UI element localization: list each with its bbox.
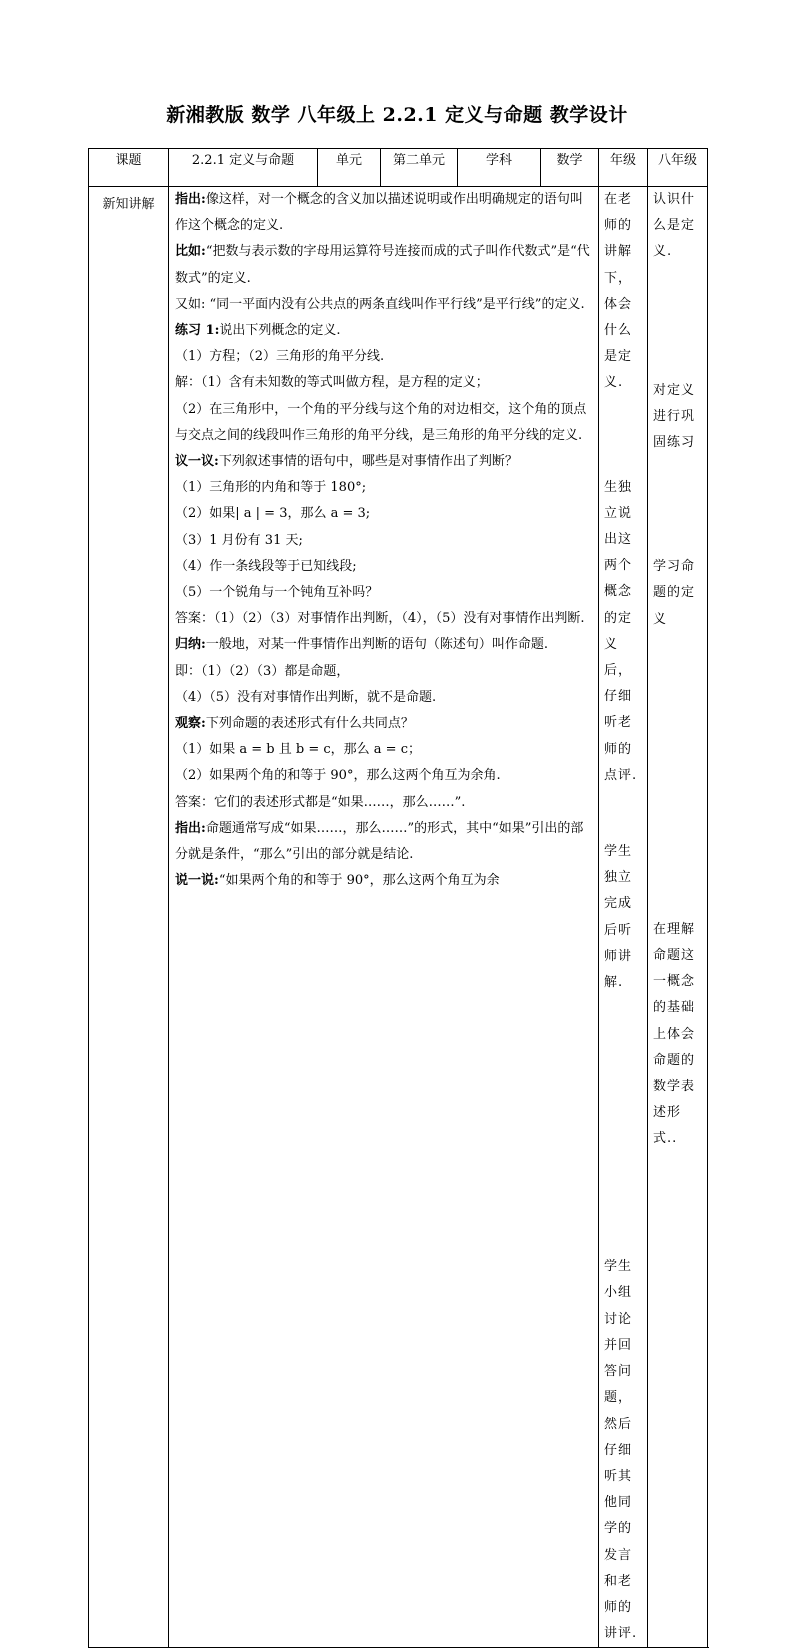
document-title: 新湘教版 数学 八年级上 2.2.1 定义与命题 教学设计 (166, 104, 628, 126)
design-intent-2: 对定义进行巩固练习 (653, 382, 696, 451)
content-line: （2）如果两个角的和等于 90°，那么这两个角互为余角. (175, 768, 501, 784)
content-line: （2）在三角形中，一个角的平分线与这个角的对边相交，这个角的顶点与交点之间的线段叫作三角形的角平分线，是三角形的角平分线的定义. (175, 401, 587, 443)
design-intent-4: 在理解命题这一概念的基础上体会命题的数学表述形式.. (653, 921, 696, 1147)
content-line: 又如: “同一平面内没有公共点的两条直线叫作平行线”是平行线”的定义. (175, 296, 585, 312)
content-line: 议一议:下列叙述事情的语句中，哪些是对事情作出了判断？ (175, 454, 518, 470)
content-line: 归纳:一般地，对某一件事情作出判断的语句（陈述句）叫作命题. (175, 637, 548, 653)
design-intent-cell (648, 187, 708, 1648)
header-cell-topic: 2.2.1 定义与命题 (169, 149, 318, 187)
header-cell-subject-label: 学科 (458, 149, 541, 187)
content-line: （2）如果| a | = 3，那么 a = 3; (175, 506, 371, 522)
content-line: （4）作一条线段等于已知线段; (175, 558, 357, 574)
content-line: 指出:像这样，对一个概念的含义加以描述说明或作出明确规定的语句叫作这个概念的定义. (175, 192, 583, 234)
student-activity-cell (599, 187, 648, 1648)
content-line: （5）一个锐角与一个钝角互补吗？ (175, 585, 379, 601)
student-activity-2: 生独立说出这两个概念的定义后，仔细听老师的点评. (604, 479, 638, 783)
student-activity-3: 学生独立完成后听师讲解. (604, 844, 633, 991)
content-line: （1）方程；（2）三角形的角平分线. (175, 349, 385, 365)
design-intent-3: 学习命题的定义 (653, 559, 696, 627)
header-cell-subject: 数学 (541, 149, 599, 187)
content-line: 指出:命题通常写成“如果……，那么……”的形式，其中“如果”引出的部分就是条件，“那么”引出的部分就是结论. (175, 820, 584, 863)
content-line: 说一说:“如果两个角的和等于 90°，那么这两个角互为余 (175, 873, 500, 889)
header-cell-unit: 第二单元 (381, 149, 458, 187)
teaching-content-cell (169, 187, 599, 1648)
header-cell-grade-label: 年级 (599, 149, 648, 187)
content-line: 观察:下列命题的表述形式有什么共同点？ (175, 716, 414, 732)
section-label: 新知讲解 (89, 187, 169, 1648)
content-line: （1）如果 a = b 且 b = c，那么 a = c； (175, 742, 421, 758)
content-line: 练习 1:说出下列概念的定义. (175, 323, 341, 339)
student-activity-1: 在老师的讲解下，体会什么是定义. (604, 192, 633, 391)
body-row (89, 187, 708, 1648)
content-line: （4）（5）没有对事情作出判断，就不是命题. (175, 689, 437, 705)
content-line: 比如:“把数与表示数的字母用运算符号连接而成的式子叫作代数式”是“代数式”的定义. (175, 244, 590, 286)
header-cell-grade: 八年级 (648, 149, 708, 187)
design-intent-1: 认识什么是定义. (653, 192, 696, 260)
lesson-table (88, 148, 708, 1648)
header-cell-unit-label: 单元 (318, 149, 381, 187)
content-line: （3）1 月份有 31 天; (175, 532, 303, 548)
content-line: 解：（1）含有未知数的等式叫做方程，是方程的定义； (175, 375, 489, 391)
content-line: 答案：它们的表述形式都是“如果……，那么……”. (175, 794, 466, 810)
student-activity-4: 学生小组讨论并回答问题，然后仔细听其他同学的发言和老师的讲评. (604, 1259, 638, 1642)
content-line: 即：（1）（2）（3）都是命题， (175, 663, 350, 679)
content-line: （1）三角形的内角和等于 180°; (175, 480, 367, 496)
header-cell-topic-label: 课题 (89, 149, 169, 187)
content-line: 答案：（1）（2）（3）对事情作出判断，（4），（5）没有对事情作出判断. (175, 611, 585, 627)
header-row (89, 149, 708, 187)
